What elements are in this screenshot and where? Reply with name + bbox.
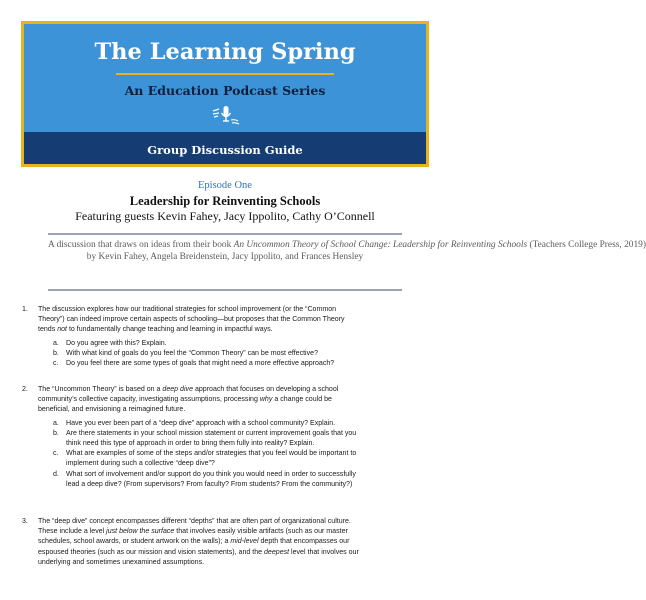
podcast-microphone-icon [211, 104, 241, 128]
sub-question-text-line: Have you ever been part of a “deep dive” approach with a school community? Explain. [66, 419, 336, 427]
question-item [22, 385, 434, 490]
sub-question [22, 349, 434, 359]
top-divider [48, 233, 402, 235]
sub-question [22, 470, 434, 490]
sub-question-letter: c. [53, 360, 59, 368]
book-authors: by Kevin Fahey, Angela Breidenstein, Jacy Ippolito, and Frances Hensley [86, 252, 364, 262]
sub-question-list [22, 419, 434, 490]
sub-question-letter: b. [53, 429, 59, 437]
bottom-divider [48, 289, 402, 291]
sub-question-text-line: What are examples of some of the steps and/or strategies that you feel would be important to [66, 450, 357, 458]
sub-question-text-line: implement during such a collective “deep dive”? [66, 460, 215, 468]
question-text-line: The discussion explores how our traditional strategies for school improvement (or the “Common [38, 306, 337, 313]
sub-question-letter: c. [53, 450, 59, 458]
sub-question-list [22, 339, 434, 370]
question-text-line: beneficial, and envisioning a reimagined future. [38, 406, 186, 414]
sub-question-text-line: think need this type of approach in order to bring them fully into reality? Explain. [66, 440, 315, 448]
sub-question-text-line: What sort of involvement and/or support do you think you would need in order to successfully [66, 470, 356, 478]
sub-question-text-line: Do you agree with this? Explain. [66, 339, 167, 347]
episode-title: Leadership for Reinventing Schools [129, 194, 321, 208]
guide-label: Group Discussion Guide [147, 143, 303, 157]
sub-question [22, 359, 434, 369]
sub-question-letter: a. [53, 339, 59, 347]
sub-question [22, 419, 434, 429]
question-text-line: The “deep dive” concept encompasses different “depths” that are often part of organizational culture. [38, 518, 351, 525]
sub-question-text-line: lead a deep dive? (From supervisors? From faculty? From students? From the community?) [66, 480, 353, 488]
question-text-line: schedules, school awards, or student artwork on the walls); a mid-level depth that encompasses our [38, 538, 350, 546]
question-item [22, 305, 434, 369]
question-number: 3. [22, 518, 28, 525]
description-lead: A discussion that draws on ideas from their book [48, 240, 232, 250]
sub-question [22, 339, 434, 349]
question-text-line: The “Uncommon Theory” is based on a deep dive approach that focuses on developing a school [38, 386, 339, 393]
sub-question-letter: a. [53, 419, 59, 427]
sub-question [22, 449, 434, 469]
sub-question-text-line: With what kind of goals do you feel the “Common Theory” can be most effective? [66, 349, 318, 357]
banner-top-panel [24, 24, 426, 132]
sub-question-text-line: Are there statements in your school mission statement or current improvement goals that you [66, 429, 357, 437]
title-divider [116, 73, 334, 75]
sub-question [22, 429, 434, 449]
sub-question-letter: b. [53, 349, 59, 357]
question-item [22, 517, 434, 568]
question-text-line: underlying and sometimes unexamined assumptions. [38, 558, 205, 566]
header-banner [21, 21, 429, 167]
book-title: An Uncommon Theory of School Change: Leadership for Reinventing Schools [233, 240, 528, 250]
banner-guide-bar [24, 132, 426, 164]
episode-label: Episode One [198, 180, 252, 191]
episode-guests: Featuring guests Kevin Fahey, Jacy Ippolito, Cathy O’Connell [75, 209, 375, 223]
podcast-title: The Learning Spring [94, 39, 356, 65]
question-text-line: tends not to fundamentally change teaching and learning in impactful ways. [38, 326, 273, 334]
podcast-subtitle: An Education Podcast Series [124, 83, 326, 98]
question-text-line: Theory”) can indeed improve certain aspects of schooling—but proposes that the Common Theory [38, 316, 345, 324]
question-number: 1. [22, 306, 28, 313]
question-text-line: These include a level just below the surface that involves easily visible artifacts (such as our master [38, 528, 348, 536]
question-number: 2. [22, 386, 28, 393]
question-text-line: community’s collective capacity, investigating assumptions, processing why a change could be [38, 396, 332, 404]
sub-question-text-line: Do you feel there are some types of goals that might need a more effective approach? [66, 360, 335, 368]
book-publisher: (Teachers College Press, 2019) [529, 240, 646, 250]
book-description [48, 239, 646, 263]
sub-question-letter: d. [53, 470, 59, 478]
question-text-line: espoused theories (such as our mission and vision statements), and the deepest level that involves our [38, 548, 359, 556]
